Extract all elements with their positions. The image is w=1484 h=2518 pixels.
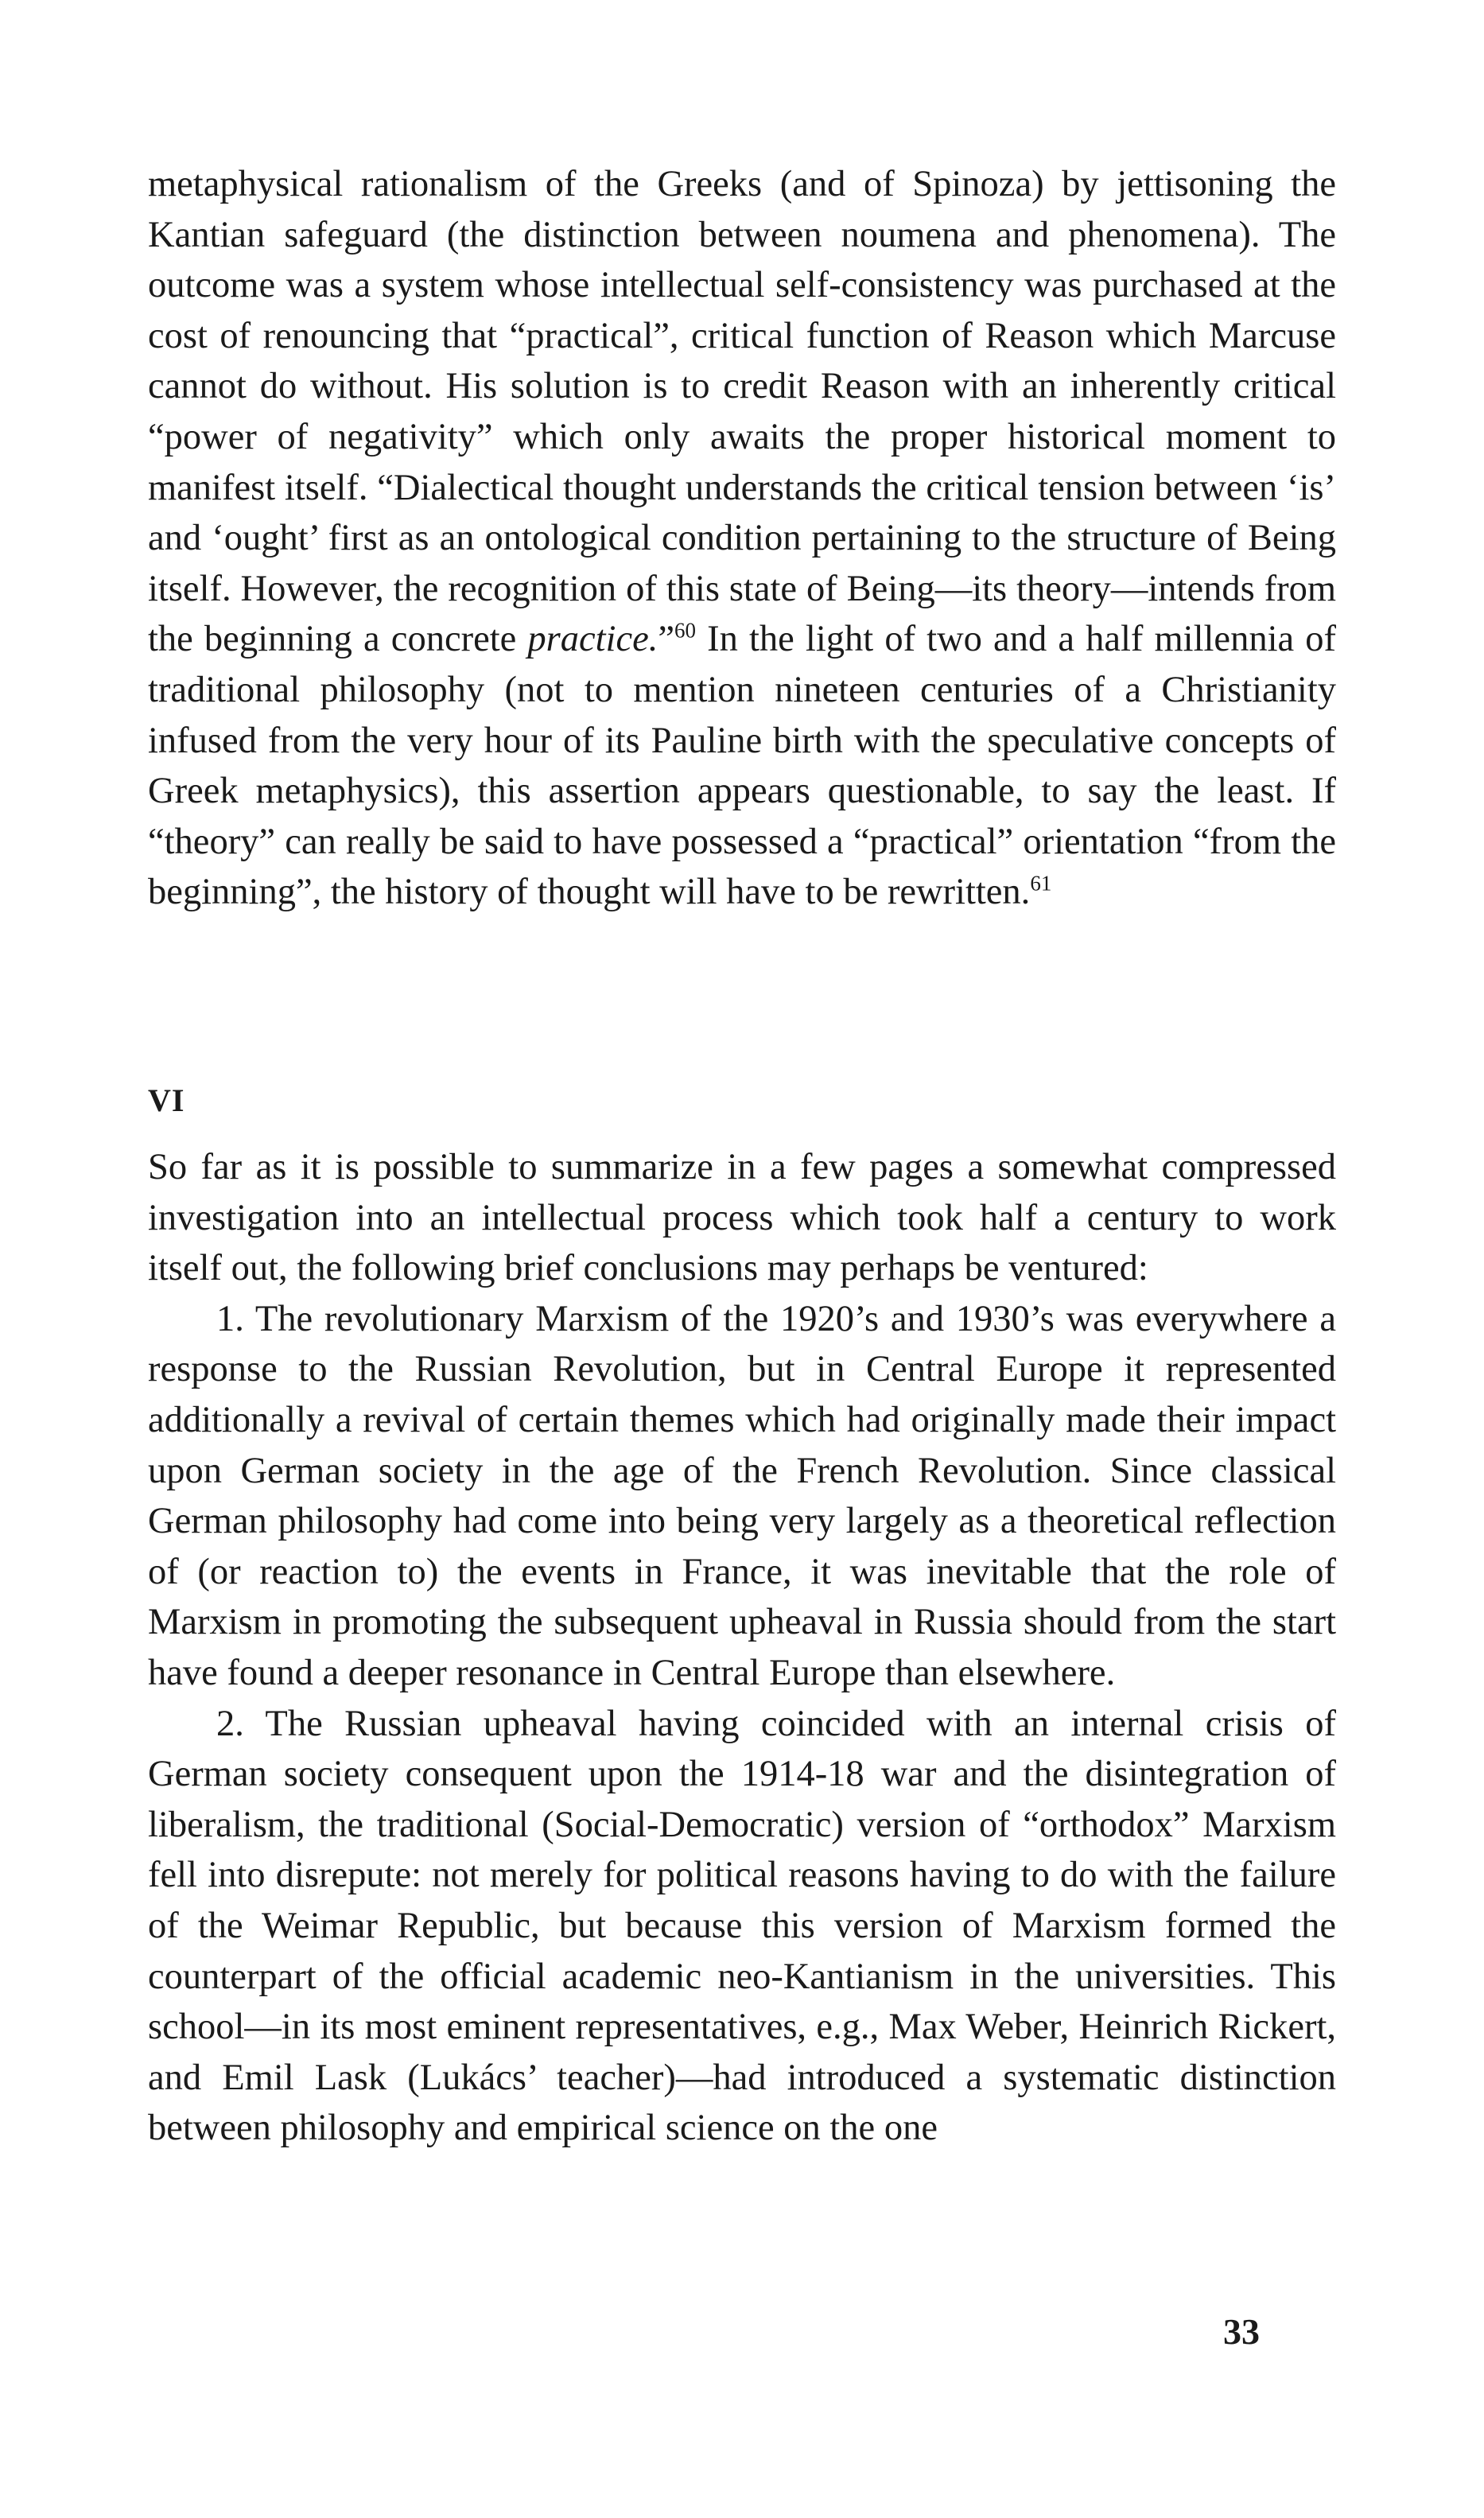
paragraph-continuation: [148, 159, 1336, 918]
section-body: [148, 1142, 1336, 2154]
italic-word: practice.: [527, 619, 658, 660]
book-page: [148, 159, 1336, 2149]
conclusion-point-1: 1. The revolutionary Marxism of the 1920’s and 1930’s was everywhere a response to the Russian Revolution, but in Central Europe it represented additionally a revival of certain themes which had originally made their impact upon German society in the age of the French Revolution. Since classical German philosophy had come into being very largely as a theoretical reflection of (or reaction to) the events in France, it was inevitable that the role of Marxism in promoting the subsequent upheaval in Russia should from the start have found a deeper resonance in Central Europe than elsewhere.: [148, 1298, 1336, 1693]
page-number: 33: [1223, 2311, 1260, 2352]
closing-quote: ”: [658, 619, 675, 660]
paragraph-text-continued: In the light of two and a half millennia of traditional philosophy (not to mention nineteen centuries of a Christianity infused from the very hour of its Pauline birth with the speculative concepts of Greek metaphysics), this assertion appears questionable, to say the least. If “theory” can really be said to have possessed a “practical” orientation “from the beginning”, the history of thought will have to be rewritten.: [148, 619, 1336, 913]
paragraph-text: metaphysical rationalism of the Greeks (and of Spinoza) by jettisoning the Kantian safeguard (the distinction between noumena and phenomena). The outcome was a system whose intellectual self-consistency was purchased at the cost of renouncing that “practical”, critical function of Reason which Marcuse cannot do without. His solution is to credit Reason with an inherently critical “power of negativity” which only awaits the proper historical moment to manifest itself. “Dialectical thought understands the critical tension between ‘is’ and ‘ought’ first as an ontological condition pertaining to the structure of Being itself. However, the recognition of this state of Being—its theory—intends from the beginning a concrete: [148, 164, 1336, 660]
footnote-ref-60: 60: [674, 618, 697, 643]
section-heading: VI: [148, 1082, 185, 1118]
footnote-ref-61: 61: [1030, 871, 1052, 896]
summary-intro: So far as it is possible to summarize in a few pages a somewhat compressed investigation into an intellectual process which took half a century to work itself out, the following brief conclusions may perhaps be ventured:: [148, 1147, 1336, 1289]
conclusion-point-2: 2. The Russian upheaval having coincided with an internal crisis of German society consequent upon the 1914-18 war and the disintegration of liberalism, the traditional (Social-Democratic) version of “orthodox” Marxism fell into disrepute: not merely for political reasons having to do with the failure of the Weimar Republic, but because this version of Marxism formed the counterpart of the official academic neo-Kantianism in the universities. This school—in its most eminent representatives, e.g., Max Weber, Heinrich Rickert, and Emil Lask (Lukács’ teacher)—had introduced a systematic distinction between philosophy and empirical science on the one: [148, 1703, 1336, 2149]
